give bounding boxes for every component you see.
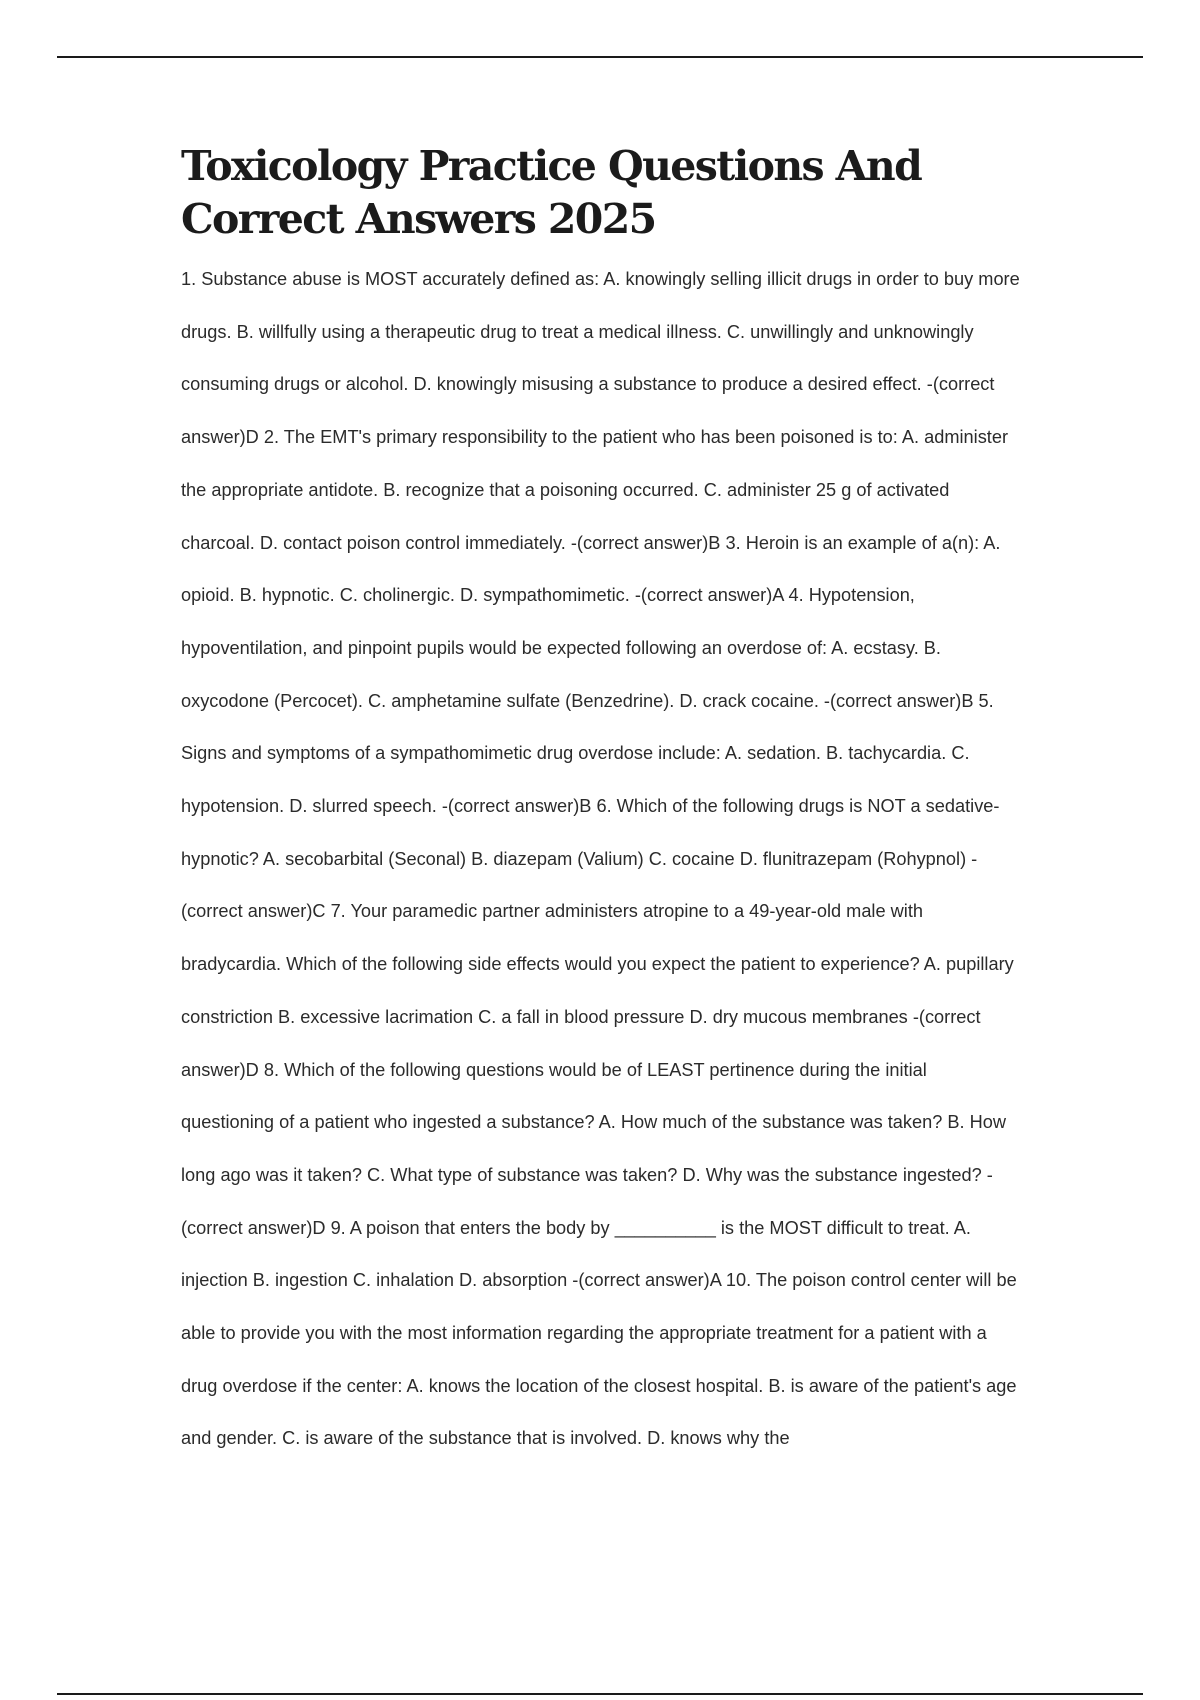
document-body: 1. Substance abuse is MOST accurately defined as: A. knowingly selling illicit drugs in order to buy more drugs. B. willfully using a therapeutic drug to treat a medical illness. C. unwillingly and unknowingly consuming drugs or alcohol. D. knowingly misusing a substance to produce a desired effect. -(correct answer)D 2. The EMT's primary responsibility to the patient who has been poisoned is to: A. administer the appropriate antidote. B. recognize that a poisoning occurred. C. administer 25 g of activated charcoal. D. contact poison control immediately. -(correct answer)B 3. Heroin is an example of a(n): A. opioid. B. hypnotic. C. cholinergic. D. sympathomimetic. -(correct answer)A 4. Hypotension, hypoventilation, and pinpoint pupils would be expected following an overdose of: A. ecstasy. B. oxycodone (Percocet). C. amphetamine sulfate (Benzedrine). D. crack cocaine. -(correct answer)B 5. Signs and symptoms of a sympathomimetic drug overdose include: A. sedation. B. tachycardia. C. hypotension. D. slurred speech. -(correct answer)B 6. Which of the following drugs is NOT a sedative-hypnotic? A. secobarbital (Seconal) B. diazepam (Valium) C. cocaine D. flunitrazepam (Rohypnol) -(correct answer)C 7. Your paramedic partner administers atropine to a 49-year-old male with bradycardia. Which of the following side effects would you expect the patient to experience? A. pupillary constriction B. excessive lacrimation C. a fall in blood pressure D. dry mucous membranes -(correct answer)D 8. Which of the following questions would be of LEAST pertinence during the initial questioning of a patient who ingested a substance? A. How much of the substance was taken? B. How long ago was it taken? C. What type of substance was taken? D. Why was the substance ingested? -(correct answer)D 9. A poison that enters the body by __________ is the MOST difficult to treat. A. injection B. ingestion C. inhalation D. absorption -(correct answer)A 10. The poison control center will be able to provide you with the most information regarding the appropriate treatment for a patient with a drug overdose if the center: A. knows the location of the closest hospital. B. is aware of the patient's age and gender. C. is aware of the substance that is involved. D. knows why the [181,269,1020,1449]
top-divider [57,56,1143,58]
document-title: Toxicology Practice Questions And Correct Answers 2025 [181,142,922,243]
document-content [181,140,1021,1465]
bottom-divider [57,1693,1143,1695]
